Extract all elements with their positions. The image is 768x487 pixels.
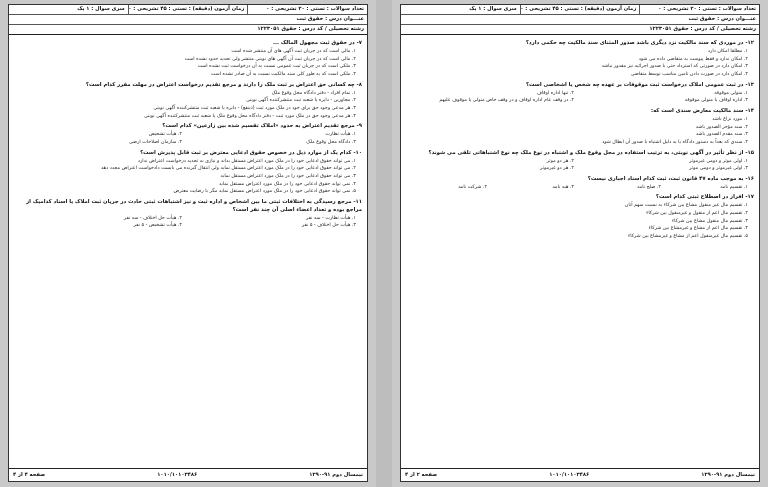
question-block <box>14 40 362 79</box>
answer-options <box>406 184 754 192</box>
answer-option: ۴. سازمان اصلاحات ارضی <box>129 139 182 145</box>
answer-option: ۲. مالی است که در جریان ثبت آن آگهی های نوبتی منتشر ولی تحدید حدود نشده است <box>184 56 356 62</box>
answer-option: ۳. هر مدعی وجود حق برای خود در ملک مورد ثبت (ذینفع) - دایره یا شعبه ثبت منتشرکننده آگهی نوبتی <box>153 105 356 111</box>
exam-time: زمان آزمون (دقیقه) : تستی : ۴۵ تشریحی : ۰ <box>128 5 248 14</box>
exam-page-right <box>400 4 760 482</box>
answer-option: ۲. می تواند حقوق ادعایی خود را در ملک مورد اعتراض مستقل نماید ولی انتقال گیرنده می بایست دادخواست اعتراض مجدد دهد <box>101 166 356 172</box>
question-block <box>14 123 362 146</box>
exam-header <box>9 5 367 35</box>
answer-option: ۴. هیأت تشخیص - ۵ نفر <box>133 223 182 229</box>
answer-option: ۴. ملکی است که به طور کلی سند مالکیت نسبت به آن صادر نشده است <box>210 72 356 77</box>
answer-options <box>406 202 754 240</box>
question-block <box>14 199 362 230</box>
questions-body <box>9 35 367 230</box>
answer-option: ۲. هیأت حل اختلاف - سه نفر <box>123 215 182 221</box>
footer-code: ۱۰۱۰/۱۰۱۰۳۴۸۶ <box>549 472 590 478</box>
answer-option: ۲. تقسیم مال اعم از منقول و غیرمنقول بین شرکاء <box>646 211 748 217</box>
footer-page-number: صفحه ۴ از ۴ <box>13 472 46 478</box>
question-block <box>406 194 754 240</box>
answer-options <box>14 158 362 196</box>
question-block <box>406 82 754 105</box>
answer-option: ۱. مالی است که در جریان ثبت آگهی های آن منتشر شده است <box>231 48 356 54</box>
question-series: سری سوال : ۱ یک <box>77 6 125 12</box>
question-block <box>406 40 754 79</box>
answer-options <box>14 48 362 79</box>
answer-option: ۱. تقسیم نامه <box>720 184 748 190</box>
answer-option: ۴. امکان دارد در صورت دادن تامین مناسب توسط متقاضی <box>630 72 748 77</box>
page-gutter <box>376 0 392 487</box>
answer-options <box>14 131 362 146</box>
answer-option: ۴. سندی که بعداً به دستور دادگاه یا به دلیل اشتباه با صدور آن ابطال شود <box>602 139 748 145</box>
answer-option: ۲. سند مؤخر الصدور باشد <box>695 124 748 130</box>
footer-page-number: صفحه ۲ از ۴ <box>405 472 438 478</box>
answer-option: ۱. هیأت نظارت - سه نفر <box>306 215 356 221</box>
page-footer <box>401 468 759 481</box>
question-block <box>14 150 362 196</box>
question-series: سری سوال : ۱ یک <box>469 6 517 12</box>
footer-code: ۱۰۱۰/۱۰۱۰۳۴۸۶ <box>157 472 198 478</box>
question-block <box>14 82 362 121</box>
answer-option: ۱. اولی موثر و دومی غیرموثر <box>689 158 748 164</box>
question-text: ۸- چه کسانی حق اعتراض بر ثبت ملک را دارند و مرجع تقدیم درخواست اعتراض در مهلت مقرر کدام است؟ <box>85 81 362 88</box>
exam-header <box>401 5 759 35</box>
answer-option: ۳. اداره اوقاف یا متولی موقوفه <box>684 98 748 104</box>
course-title: عنـــوان درس : حقوق ثبت <box>296 16 364 23</box>
answer-option: ۲. مجاورین - دایره یا شعبه ثبت منتشرکننده آگهی نوبتی <box>246 98 356 104</box>
question-count: تعداد سوالات : تستی : ۲۰ تشریحی : ۰ <box>247 5 367 14</box>
answer-option: ۲. صلح نامه <box>637 184 661 190</box>
question-text: ۹- مرجع تقدیم اعتراض به حدود «املاک تقسیم شده بین زارعین» کدام است؟ <box>162 123 362 130</box>
answer-options <box>406 90 754 105</box>
answer-option: ۲. امکان ندارد و فقط پیوست به متقاضی داده می شود <box>638 56 748 62</box>
footer-term: نیمسال دوم ۹۱-۱۳۹۰ <box>309 472 363 478</box>
answer-option: ۴. در وقف عام اداره اوقاف و در وقف خاص متولی یا موقوف علیهم <box>439 98 574 104</box>
answer-option: ۱. مطلقا امکان دارد <box>707 48 748 54</box>
question-text: ۱۴- سند مالکیت معارض سندی است که: <box>650 107 754 114</box>
answer-option: ۱. تمام افراد - دفتر دادگاه محل وقوع ملک <box>271 90 356 96</box>
answer-option: ۳. اولی غیرموثر و دومی موثر <box>689 166 748 172</box>
answer-option: ۳. امکان دارد در صورتی که استرداد حتی با صدور اجرائیه نیز مقدور نباشد <box>601 64 748 70</box>
question-text: ۷- در حقوق ثبت مجهول المالک ... <box>272 40 362 47</box>
answer-option: ۴. هر مدعی وجود حق در ملک مورد ثبت - دفتر دادگاه محل وقوع ملک یا شعبه ثبت منتشرکننده آگهی نوبتی <box>144 113 356 119</box>
answer-option: ۱. تقسیم مال غیر منقول مشاع بین شرکاء به نسبت سهم آنان <box>624 203 748 209</box>
exam-page-left <box>8 4 368 482</box>
answer-option: ۳. می تواند حقوق ادعایی خود را در ملک مورد اعتراض مستقل نماید <box>220 173 356 179</box>
question-text: ۱۶- به موجب ماده ۴۷ قانون ثبت، ثبت کدام اسناد اجباری نیست؟ <box>587 175 754 182</box>
question-text: ۱۵- از نظر تأثیر در آگهی نوبتی، به ترتیب استفاده در محل وقوع ملک و اشتباه در نوع ملک چه نوع اشتباهاتی تلقی می شوند؟ <box>428 149 754 156</box>
answer-option: ۵. تقسیم مال غیرمنقول اعم از مشاع و غیرمشاع بین شرکاء <box>628 234 748 240</box>
question-block <box>406 108 754 147</box>
page-footer <box>9 468 367 481</box>
answer-option: ۴. شرکت نامه <box>458 184 487 190</box>
answer-option: ۴. نمی تواند حقوق ادعایی خود را در ملک مورد اعتراض مستقل نماید <box>218 181 356 187</box>
question-text: ۱۱- مرجع رسیدگی به اختلافات ثبتی ما بین اشخاص و اداره ثبت و نیز اشتباهات ثبتی حادث در جریان ثبت املاک یا اسناد کدامیک از مراجع بوده و تعداد اعضاء اصلی آن چند نفر است؟ <box>26 198 362 213</box>
answer-options <box>406 116 754 147</box>
answer-options <box>406 48 754 79</box>
answer-option: ۴. هر دو غیرموثر <box>540 166 574 172</box>
answer-option: ۱. هیأت نظارت <box>325 132 356 138</box>
answer-option: ۳. دادگاه محل وقوع ملک <box>306 139 356 145</box>
answer-option: ۴. تقسیم مال اعم از مشاع و غیرمشاع بین شرکاء <box>648 226 748 232</box>
answer-options <box>406 158 754 173</box>
answer-option: ۲. تنها اداره اوقاف <box>536 90 574 96</box>
answer-option: ۲. هر دو موثر <box>546 158 574 164</box>
answer-option: ۱. متولی موقوفه <box>714 90 748 96</box>
exam-time: زمان آزمون (دقیقه) : تستی : ۴۵ تشریحی : ۰ <box>520 5 640 14</box>
course-title: عنـــوان درس : حقوق ثبت <box>688 16 756 23</box>
question-text: ۱۳- در ثبت عمومی املاک درخواست ثبت موقوفات بر عهده چه شخص یا اشخاصی است؟ <box>525 81 754 88</box>
answer-options <box>14 215 362 230</box>
answer-option: ۳. تقسیم مال منقول مشاع بین شرکاء <box>671 218 748 224</box>
answer-option: ۱. می تواند حقوق ادعایی خود را در ملک مورد اعتراض مستقل بداند و نیازی به تحدید درخواست اعتراض ندارد <box>137 158 356 164</box>
course-field: رشته تحصیلی / کد درس : حقوق ۱۲۲۳۰۵۱ <box>257 26 364 33</box>
answer-option: ۲. هیأت تشخیص <box>148 132 182 138</box>
question-block <box>406 176 754 192</box>
answer-option: ۳. سند مقدم الصدور باشد <box>695 132 748 138</box>
course-field: رشته تحصیلی / کد درس : حقوق ۱۲۲۳۰۵۱ <box>649 26 756 33</box>
answer-option: ۳. ملکی است که در جریان ثبت عمومی نسبت به آن درخواست ثبت نشده است <box>197 64 356 70</box>
question-count: تعداد سوالات : تستی : ۲۰ تشریحی : ۰ <box>639 5 759 14</box>
answer-option: ۳. هبه نامه <box>552 184 574 190</box>
answer-option: ۳. هیأت حل اختلاف - ۵ نفر <box>301 223 356 229</box>
question-block <box>406 150 754 173</box>
answer-option: ۱. مورد نزاع باشد <box>712 116 748 122</box>
footer-term: نیمسال دوم ۹۱-۱۳۹۰ <box>701 472 755 478</box>
answer-options <box>14 90 362 121</box>
question-text: ۱۲- در موردی که سند مالکیت نزد دیگری باشد صدور المثنای سند مالکیت چه حکمی دارد؟ <box>525 40 754 47</box>
question-text: ۱۷- افراز در اصطلاح ثبتی کدام است؟ <box>655 194 754 201</box>
question-text: ۱۰- کدام یک از موارد ذیل در خصوص حقوق ادعایی معترض بر ثبت قابل پذیرش است؟ <box>140 149 362 156</box>
questions-body <box>401 35 759 241</box>
answer-option: ۵. نمی تواند حقوق ادعایی خود را در ملک مورد اعتراض مستقل نماید مگر با رضایت معترض <box>173 189 356 195</box>
